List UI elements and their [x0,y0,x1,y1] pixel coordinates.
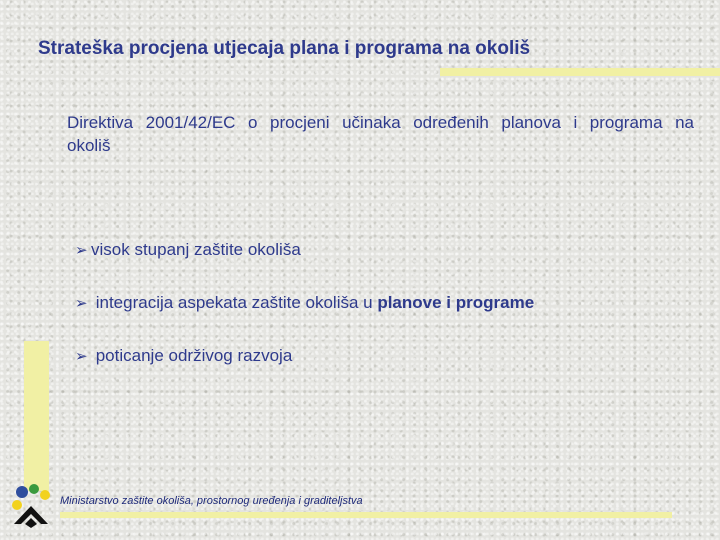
logo-yellow-dot-2 [12,500,22,510]
bullet-text: visok stupanj zaštite okoliša [91,240,301,259]
slide-title: Strateška procjena utjecaja plana i programa na okoliš [38,38,531,59]
ministry-logo-icon [10,484,52,528]
bullet-item [75,240,301,260]
footer-accent-bar [60,512,672,518]
footer-ministry-name: Ministarstvo zaštite okoliša, prostornog uređenja i graditeljstva [60,495,363,507]
arrow-bullet-icon: ➢ [75,348,88,365]
logo-yellow-dot [40,490,50,500]
bullet-text-emphasis: planove i programe [377,293,535,312]
left-accent-bar [24,341,49,491]
slide-subtitle: Direktiva 2001/42/EC o procjeni učinaka određenih planova i programa na okoliš [67,113,694,155]
bullet-item [75,346,292,366]
logo-diamond-shape [25,518,37,528]
bullet-text: poticanje održivog razvoja [91,346,293,365]
title-accent-bar [440,68,720,76]
arrow-bullet-icon: ➢ [75,295,88,312]
bullet-text: integracija aspekata zaštite okoliša u [91,293,378,312]
bullet-item [75,293,534,313]
arrow-bullet-icon: ➢ [75,242,88,259]
logo-blue-dot [16,486,28,498]
logo-green-dot [29,484,39,494]
